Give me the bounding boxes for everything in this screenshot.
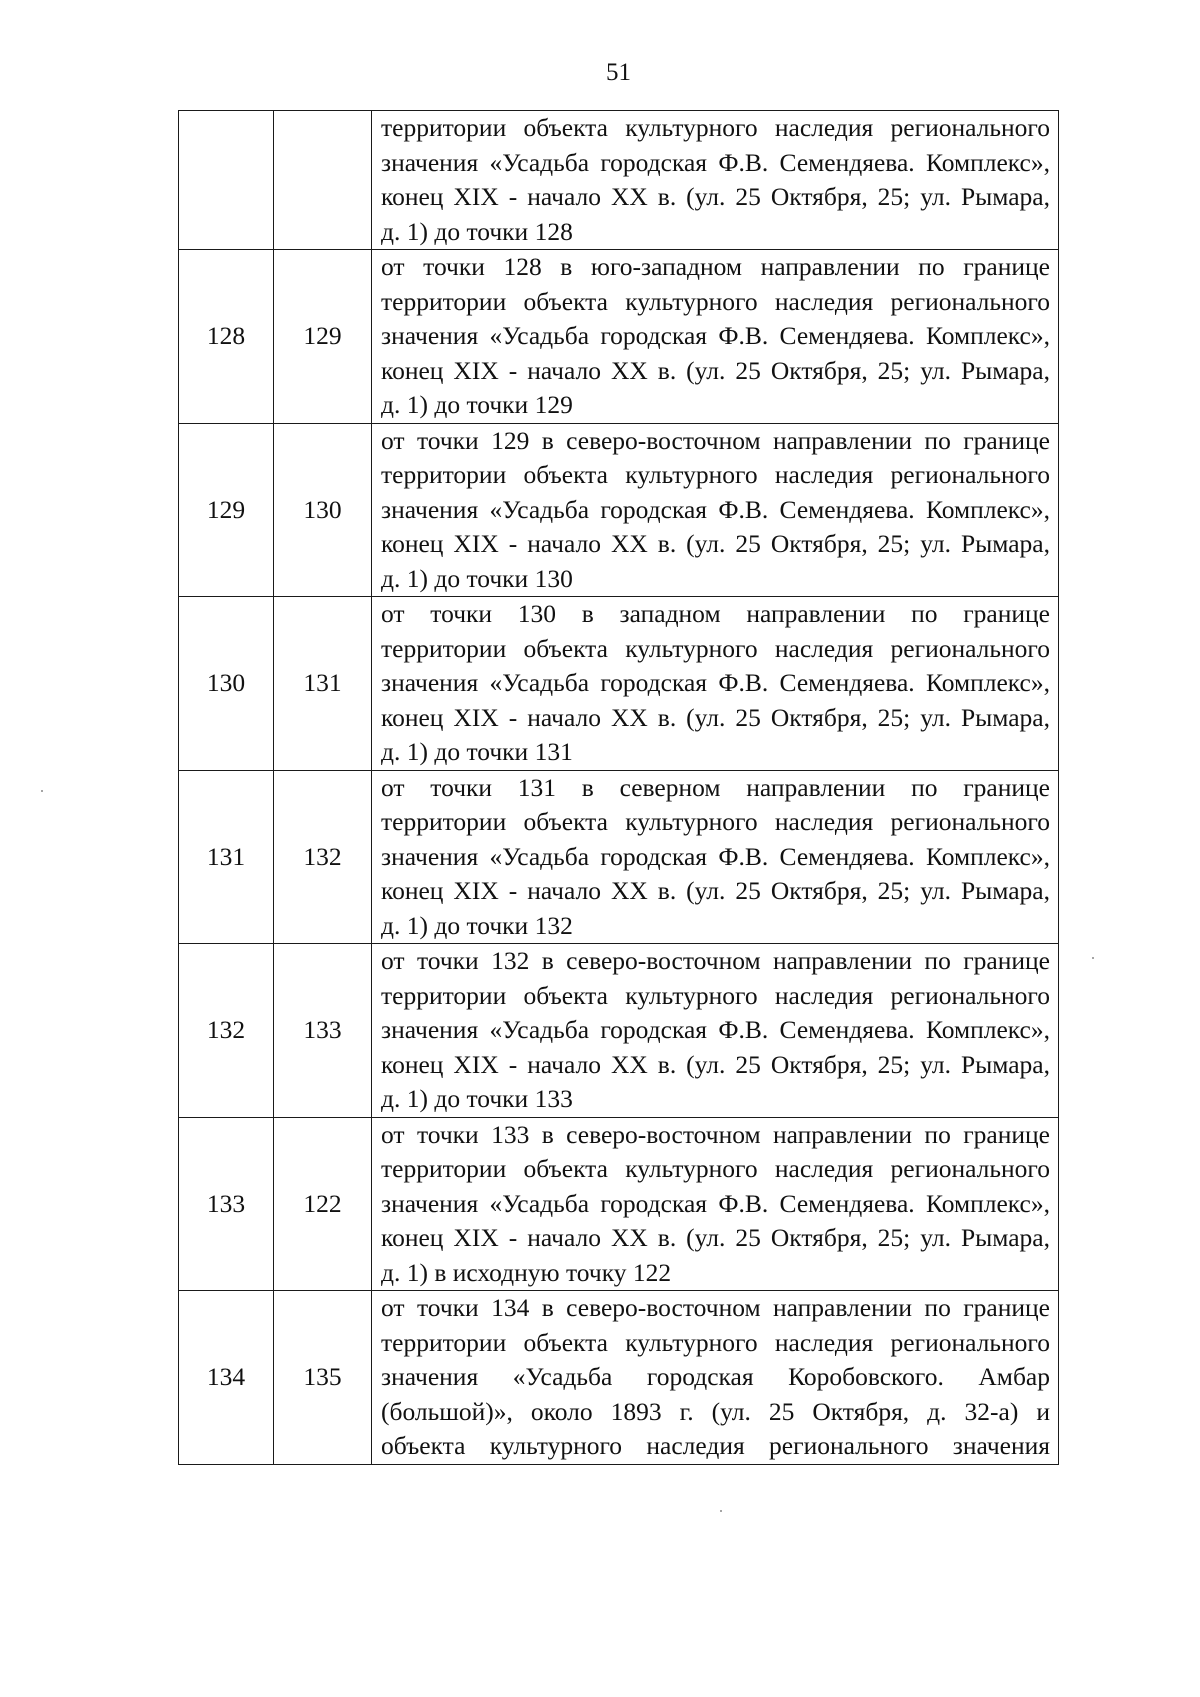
- point-from-cell: 129: [179, 423, 274, 597]
- description-line: конец XIX - начало XX в. (ул. 25 Октября, 25; ул. Рымара,: [381, 876, 1050, 905]
- point-from-cell: 133: [179, 1117, 274, 1291]
- scan-speck: [41, 790, 43, 792]
- description-line: от точки 131 в северном направлении по границе: [381, 772, 1050, 802]
- description-line: от точки 133 в северо-восточном направлении по границе: [381, 1119, 1050, 1149]
- description-line: территории объекта культурного наследия регионального: [381, 113, 1050, 142]
- description-cell: [372, 1291, 1059, 1465]
- description-line: д. 1) в исходную точку 122: [381, 1257, 672, 1287]
- point-from-cell: 131: [179, 770, 274, 944]
- description-line: значения «Усадьба городская Ф.В. Семендяева. Комплекс»,: [381, 668, 1050, 697]
- description-line: значения «Усадьба городская Ф.В. Семендяева. Комплекс»,: [381, 147, 1050, 177]
- description-line: территории объекта культурного наследия регионального: [381, 633, 1050, 663]
- description-cell: [372, 111, 1059, 250]
- description-line: значения «Усадьба городская Ф.В. Семендяева. Комплекс»,: [381, 494, 1050, 524]
- description-line: конец XIX - начало XX в. (ул. 25 Октября, 25; ул. Рымара,: [381, 702, 1050, 732]
- description-line: конец XIX - начало XX в. (ул. 25 Октября, 25; ул. Рымара,: [381, 1049, 1050, 1079]
- table-row: [179, 250, 1059, 424]
- boundary-table: [178, 110, 1059, 1465]
- description-line: значения «Усадьба городская Ф.В. Семендяева. Комплекс»,: [381, 321, 1050, 350]
- description-line: от точки 129 в северо-восточном направлении по границе: [381, 425, 1050, 455]
- description-cell: [372, 597, 1059, 771]
- description-line: от точки 134 в северо-восточном направлении по границе: [381, 1293, 1050, 1322]
- table-row: [179, 1117, 1059, 1291]
- description-line: д. 1) до точки 131: [381, 737, 573, 766]
- description-line: территории объекта культурного наследия регионального: [381, 286, 1050, 316]
- description-line: территории объекта культурного наследия регионального: [381, 807, 1050, 836]
- point-from-cell: 130: [179, 597, 274, 771]
- description-line: конец XIX - начало XX в. (ул. 25 Октября, 25; ул. Рымара,: [381, 1223, 1050, 1252]
- point-to-cell: [274, 111, 372, 250]
- description-line: конец XIX - начало XX в. (ул. 25 Октября, 25; ул. Рымара,: [381, 355, 1050, 385]
- description-line: д. 1) до точки 130: [381, 563, 573, 593]
- description-line: д. 1) до точки 133: [381, 1084, 573, 1113]
- point-to-cell: 130: [274, 423, 372, 597]
- point-to-cell: 132: [274, 770, 372, 944]
- page-number: 51: [606, 59, 631, 86]
- description-cell: [372, 423, 1059, 597]
- description-line: территории объекта культурного наследия регионального: [381, 1154, 1050, 1183]
- description-cell: [372, 250, 1059, 424]
- description-line: значения «Усадьба городская Ф.В. Семендяева. Комплекс»,: [381, 1188, 1050, 1218]
- table-row: [179, 111, 1059, 250]
- scan-speck: [1092, 957, 1094, 959]
- description-line: значения «Усадьба городская Коробовского. Амбар: [381, 1362, 1050, 1391]
- table-row: [179, 597, 1059, 771]
- point-to-cell: 131: [274, 597, 372, 771]
- description-line: д. 1) до точки 129: [381, 390, 573, 419]
- point-to-cell: 135: [274, 1291, 372, 1465]
- description-cell: [372, 1117, 1059, 1291]
- description-line: от точки 130 в западном направлении по границе: [381, 599, 1050, 628]
- point-from-cell: 132: [179, 944, 274, 1118]
- point-from-cell: 134: [179, 1291, 274, 1465]
- description-line: от точки 132 в северо-восточном направлении по границе: [381, 946, 1050, 975]
- description-line: конец XIX - начало XX в. (ул. 25 Октября, 25; ул. Рымара,: [381, 529, 1050, 558]
- description-line: объекта культурного наследия регионального значения: [381, 1431, 1050, 1460]
- description-cell: [372, 770, 1059, 944]
- description-line: д. 1) до точки 128: [381, 216, 573, 246]
- table-row: [179, 1291, 1059, 1465]
- point-to-cell: 122: [274, 1117, 372, 1291]
- description-line: от точки 128 в юго-западном направлении по границе: [381, 252, 1050, 281]
- description-line: д. 1) до точки 132: [381, 910, 573, 940]
- description-line: территории объекта культурного наследия регионального: [381, 980, 1050, 1010]
- table-row: [179, 423, 1059, 597]
- point-to-cell: 133: [274, 944, 372, 1118]
- table-body: [179, 111, 1059, 1465]
- description-line: территории объекта культурного наследия регионального: [381, 1327, 1050, 1357]
- description-line: конец XIX - начало XX в. (ул. 25 Октября, 25; ул. Рымара,: [381, 182, 1050, 211]
- table-row: [179, 944, 1059, 1118]
- description-line: (большой)», около 1893 г. (ул. 25 Октября, д. 32-а) и: [381, 1396, 1050, 1426]
- point-to-cell: 129: [274, 250, 372, 424]
- point-from-cell: 128: [179, 250, 274, 424]
- description-line: значения «Усадьба городская Ф.В. Семендяева. Комплекс»,: [381, 1015, 1050, 1044]
- description-line: значения «Усадьба городская Ф.В. Семендяева. Комплекс»,: [381, 841, 1050, 871]
- scan-speck: [720, 1510, 722, 1512]
- description-cell: [372, 944, 1059, 1118]
- description-line: территории объекта культурного наследия регионального: [381, 460, 1050, 489]
- point-from-cell: [179, 111, 274, 250]
- table-row: [179, 770, 1059, 944]
